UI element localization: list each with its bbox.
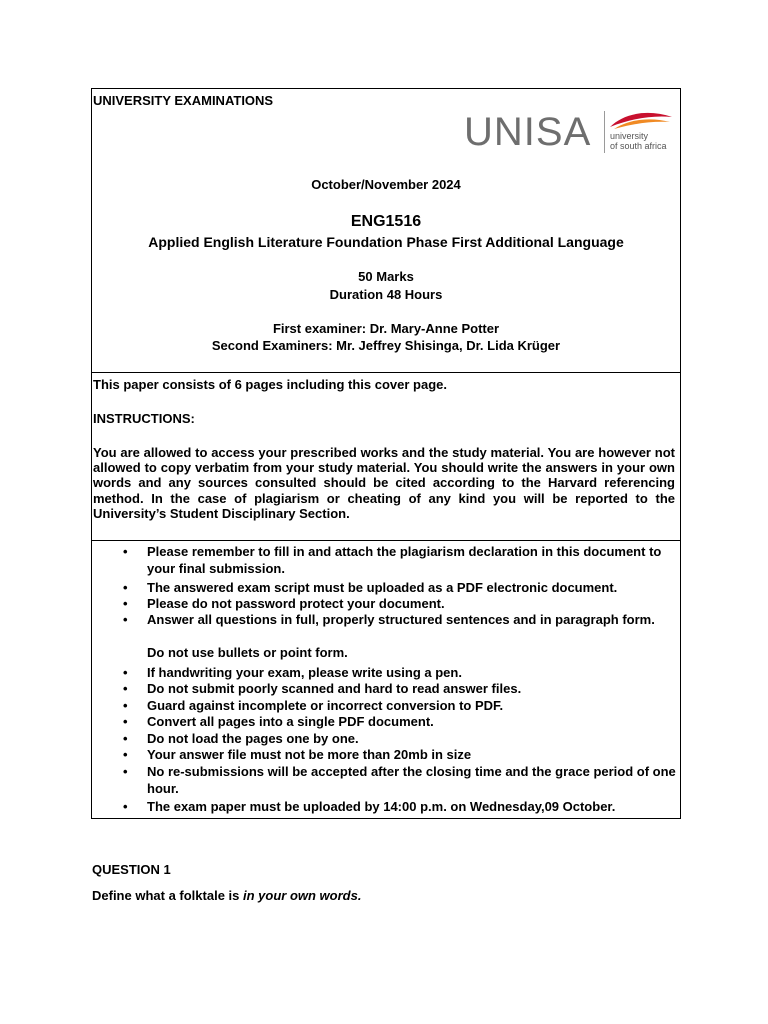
bullet-icon: • xyxy=(123,747,128,762)
instructions-heading: INSTRUCTIONS: xyxy=(93,411,195,426)
logo-subtitle-line2: of south africa xyxy=(610,141,667,151)
bullet-icon: • xyxy=(123,799,128,814)
rules-section: • Please remember to fill in and attach the plagiarism declaration in this document to your final submission. • The answered exam script must be uploaded as a PDF electronic document. • Please do not password protect your document. • Answer all questions in full, properly structured sentences and in paragraph form. Do not use bullets or point form. • If handwriting your exam, please write using a pen. • Do not submit poorly scanned and hard to read answer files. • Guard against incomplete or incorrect conversion to PDF. • Convert all pages into a single PDF document. • Do not load the pages one by one. • Your answer file must not be more than 20mb in size • No re-submissions will be accepted after the closing time and the grace period of one hour. • The exam paper must be uploaded by 14:00 p.m. on Wednesday,09 October. xyxy=(123,544,676,814)
exam-session: October/November 2024 xyxy=(311,177,461,192)
question-prompt xyxy=(92,888,361,903)
cover-header-section xyxy=(92,89,680,373)
instructions-section xyxy=(92,373,680,541)
module-title: Applied English Literature Foundation Phase First Additional Language xyxy=(148,234,624,250)
bullet-icon: • xyxy=(123,596,128,611)
logo-flame-icon xyxy=(608,111,674,131)
bullet-icon: • xyxy=(123,698,128,713)
question-heading: QUESTION 1 xyxy=(92,862,171,877)
pages-note: This paper consists of 6 pages including this cover page. xyxy=(93,377,447,392)
logo-divider xyxy=(604,111,605,153)
unisa-logo xyxy=(464,109,676,155)
bullet-icon: • xyxy=(123,681,128,696)
instructions-paragraph: You are allowed to access your prescribed works and the study material. You are however not allowed to copy verbatim from your study material. You should write the answers in your own words and any sources consulted should be cited according to the Harvard referencing method. In the case of plagiarism or cheating of any kind you will be reported to the University’s Student Disciplinary Section. xyxy=(93,445,675,521)
bullet-icon: • xyxy=(123,731,128,746)
bullet-icon: • xyxy=(123,714,128,729)
bullet-icon: • xyxy=(123,612,128,627)
university-examinations-label: UNIVERSITY EXAMINATIONS xyxy=(93,93,274,108)
logo-subtitle-line1: university xyxy=(610,131,649,141)
question-prompt-emphasis: in your own words. xyxy=(243,888,362,903)
bullet-icon: • xyxy=(123,665,128,680)
question-prompt-text: Define what a folktale is xyxy=(92,888,243,903)
total-marks: 50 Marks xyxy=(358,269,414,284)
logo-subtitle xyxy=(610,131,667,151)
exam-duration: Duration 48 Hours xyxy=(329,287,443,302)
logo-wordmark: UNISA xyxy=(464,110,592,154)
second-examiners: Second Examiners: Mr. Jeffrey Shisinga, Dr. Lida Krüger xyxy=(211,338,561,353)
bullet-icon: • xyxy=(123,544,128,559)
bullet-icon: • xyxy=(123,764,128,779)
first-examiner: First examiner: Dr. Mary-Anne Potter xyxy=(272,321,500,336)
bullet-icon: • xyxy=(123,580,128,595)
cover-frame xyxy=(91,88,681,819)
module-code: ENG1516 xyxy=(350,213,422,230)
